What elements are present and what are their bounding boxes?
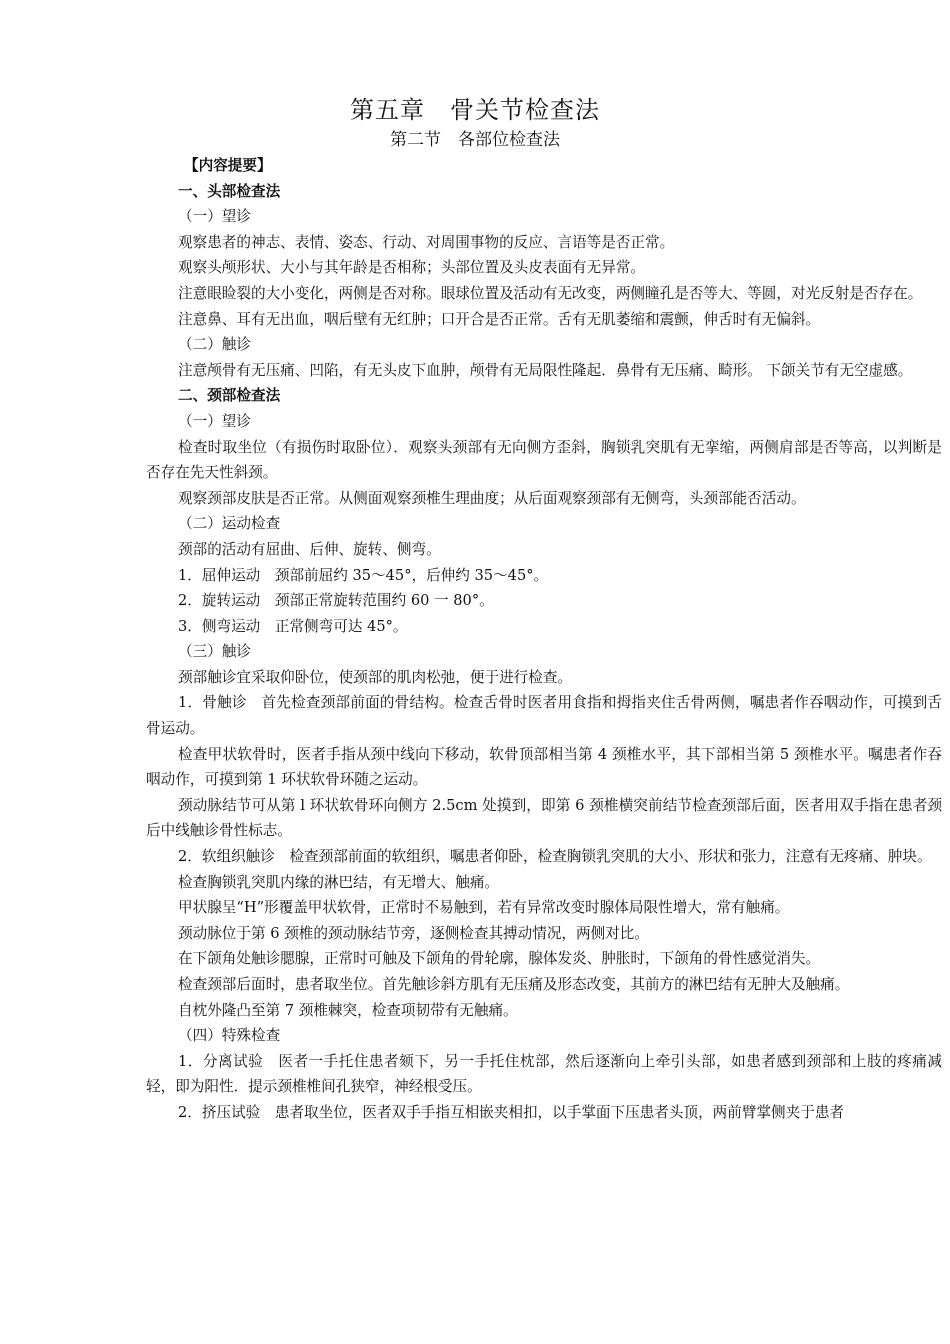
paragraph: 1．分离试验 医者一手托住患者颏下，另一手托住枕部，然后逐渐向上牵引头部，如患者感到颈部和上肢的疼痛减轻，即为阳性．提示颈椎椎间孔狭窄，神经根受压。 <box>146 1052 942 1096</box>
paragraph: 甲状腺呈“H”形覆盖甲状软骨，正常时不易触到，若有异常改变时腺体局限性增大，常有触痛。 <box>178 899 790 917</box>
list-item: 2．旋转运动 颈部正常旋转范围约 60 一 80°。 <box>178 592 494 610</box>
summary-label: 【内容提要】 <box>184 157 272 174</box>
paragraph: 观察颈部皮肤是否正常。从侧面观察颈椎生理曲度；从后面观察颈部有无侧弯，头颈部能否活动。 <box>178 489 806 507</box>
neck-motion-label: （二）运动检查 <box>178 515 281 533</box>
section-title: 第二节 各部位检查法 <box>390 130 560 150</box>
neck-special-label: （四）特殊检查 <box>178 1027 281 1045</box>
paragraph: 观察患者的神志、表情、姿态、行动、对周围事物的反应、言语等是否正常。 <box>178 233 675 251</box>
paragraph: 颈部的活动有屈曲、后伸、旋转、侧弯。 <box>178 540 441 558</box>
paragraph: 2．挤压试验 患者取坐位，医者双手手指互相嵌夹相扣，以手掌面下压患者头顶，两前臂掌侧夹于患者 <box>178 1103 845 1121</box>
paragraph: 颈动脉结节可从第 l 环状软骨环向侧方 2.5cm 处摸到，即第 6 颈椎横突前结节检查颈部后面，医者用双手指在患者颈后中线触诊骨性标志。 <box>146 796 942 840</box>
document-body <box>146 153 942 1126</box>
paragraph: 自枕外隆凸至第 7 颈椎棘突，检查项韧带有无触痛。 <box>178 1001 518 1019</box>
paragraph: 注意颅骨有无压痛、凹陷，有无头皮下血肿，颅骨有无局限性隆起．鼻骨有无压痛、畸形。 下颌关节有无空虚感。 <box>178 361 913 379</box>
head-exam-heading: 一、头部检查法 <box>178 182 281 200</box>
paragraph: 检查甲状软骨时，医者手指从颈中线向下移动，软骨顶部相当第 4 颈椎水平，其下部相当第 5 颈椎水平。嘱患者作吞咽动作，可摸到第 1 环状软骨环随之运动。 <box>146 745 942 789</box>
paragraph: 1．骨触诊 首先检查颈部前面的骨结构。检查舌骨时医者用食指和拇指夹住舌骨两侧，嘱患者作吞咽动作，可摸到舌骨运动。 <box>146 694 942 738</box>
chapter-title: 第五章 骨关节检查法 <box>350 96 600 124</box>
paragraph: 检查颈部后面时，患者取坐位。首先触诊斜方肌有无压痛及形态改变，其前方的淋巴结有无肿大及触痛。 <box>178 976 850 993</box>
paragraph: 在下颌角处触诊腮腺，正常时可触及下颌角的骨轮廓，腺体发炎、肿胀时，下颌角的骨性感觉消失。 <box>178 950 821 968</box>
paragraph: 注意鼻、耳有无出血，咽后壁有无红肿；口开合是否正常。舌有无肌萎缩和震颤，伸舌时有无偏斜。 <box>178 310 821 328</box>
list-item: 1．屈伸运动 颈部前屈约 35～45°，后伸约 35～45°。 <box>178 566 549 584</box>
neck-exam-heading: 二、颈部检查法 <box>178 387 281 405</box>
paragraph: 2．软组织触诊 检查颈部前面的软组织，嘱患者仰卧，检查胸锁乳突肌的大小、形状和张力，注意有无疼痛、肿块。 <box>178 848 932 866</box>
paragraph: 注意眼睑裂的大小变化，两侧是否对称。眼球位置及活动有无改变，两侧瞳孔是否等大、等圆，对光反射是否存在。 <box>178 284 923 302</box>
head-inspection-label: （一）望诊 <box>178 208 251 226</box>
paragraph: 颈动脉位于第 6 颈椎的颈动脉结节旁，逐侧检查其搏动情况，两侧对比。 <box>178 924 649 942</box>
paragraph: 观察头颅形状、大小与其年龄是否相称；头部位置及头皮表面有无异常。 <box>178 259 646 277</box>
head-palpation-label: （二）触诊 <box>178 336 251 354</box>
paragraph: 检查胸锁乳突肌内缘的淋巴结，有无增大、触痛。 <box>178 873 500 891</box>
neck-palpation-label: （三）触诊 <box>178 643 251 661</box>
list-item: 3．侧弯运动 正常侧弯可达 45°。 <box>178 617 408 635</box>
neck-inspection-label: （一）望诊 <box>178 412 251 430</box>
paragraph: 颈部触诊宜采取仰卧位，使颈部的肌肉松弛，便于进行检查。 <box>178 668 573 686</box>
paragraph: 检查时取坐位（有损伤时取卧位）．观察头颈部有无向侧方歪斜，胸锁乳突肌有无挛缩，两侧肩部是否等高，以判断是否存在先天性斜颈。 <box>146 438 942 482</box>
